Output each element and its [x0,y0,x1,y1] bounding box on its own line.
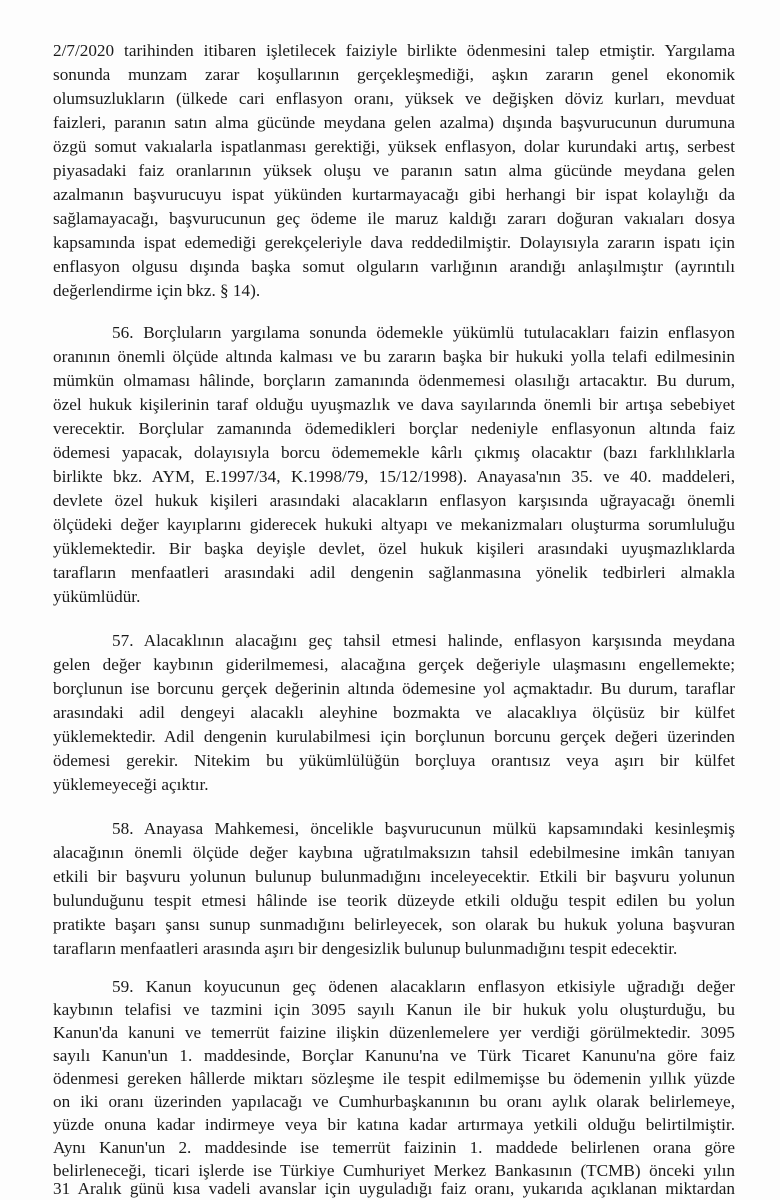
text-line: yüklemektedir. Bir başka deyişle devlet, özel hukuk kişileri arasındaki uyuşmazlıklarda [53,539,735,558]
text-line: devlete özel hukuk kişileri arasındaki alacakların enflasyon karşısında uğrayacağı önemli [53,491,735,510]
text-line: alacağının önemli ölçüde değer kaybına uğratılmaksızın tahsil edebilmesine imkân tanıyan [53,843,735,862]
text-line: on iki oranı üzerinden yapılacağı ve Cumhurbaşkanının bu oranı aylık olarak belirlemeye, [53,1092,735,1111]
text-line: enflasyon olgusu dışında başka somut olguların varlığının arandığı anlaşılmıştır (ayrıntılı [53,257,735,276]
text-line: özgü somut vakıalarla ispatlanması gerektiği, yüksek enflasyon, dolar kurundaki artış, serbest [53,137,735,156]
text-line: Aynı Kanun'un 2. maddesinde ise temerrüt faizinin 1. maddede belirlenen orana göre [53,1138,735,1157]
text-line: yükümlüdür. [53,587,141,606]
text-line: tarafların menfaatleri arasındaki adil dengenin sağlanmasına yönelik tedbirleri almakla [53,563,735,582]
text-line: sayılı Kanun'un 1. maddesinde, Borçlar Kanunu'na ve Türk Ticaret Kanunu'na göre faiz [53,1046,735,1065]
text-line: özel hukuk kişilerinin taraf olduğu uyuşmazlık ve dava sayılarında önemli bir artışa sebebiyet [53,395,735,414]
text-line: piyasadaki faiz oranlarının yüksek oluşu ve paranın satın alma gücünde meydana gelen [53,161,735,180]
text-line: sonunda munzam zarar koşullarının gerçekleşmediği, aşkın zararın genel ekonomik [53,65,735,84]
paragraph-first-line: 58. Anayasa Mahkemesi, öncelikle başvurucunun mülkü kapsamındaki kesinleşmiş [112,819,735,838]
text-line: borçlunun ise borcunu gerçek değerinin altında ödemesine yol açmaktadır. Bu durum, taraflar [53,679,735,698]
text-line: oranının önemli ölçüde altında kalması ve bu zararın başka bir hukuki yolla telafi edilmesinin [53,347,735,366]
paragraph-first-line: 57. Alacaklının alacağını geç tahsil etmesi halinde, enflasyon karşısında meydana [112,631,735,650]
text-line: yüklemeyeceği açıktır. [53,775,209,794]
text-line: belirleneceği, ticari işlerde ise Türkiye Cumhuriyet Merkez Bankasının (TCMB) önceki yılın [53,1161,735,1180]
text-line: değerlendirme için bkz. § 14). [53,281,261,300]
text-line: etkili bir başvuru yolunun bulunup bulunmadığını inceleyecektir. Etkili bir başvuru yolunun [53,867,735,886]
text-line: 31 Aralık günü kısa vadeli avanslar için uyguladığı faiz oranı, yukarıda açıklanan miktardan [53,1179,735,1198]
text-line: azalmanın başvurucuyu ispat yükünden kurtarmayacağı gibi herhangi bir ispat kolaylığı da [53,185,735,204]
text-line: ölçüdeki değer kayıplarını giderecek hukuki altyapı ve mekanizmaları oluşturma sorumluluğu [53,515,735,534]
paragraph-first-line: 56. Borçluların yargılama sonunda ödemekle yükümlü tutulacakları faizin enflasyon [112,323,735,342]
paragraph-first-line: 59. Kanun koyucunun geç ödenen alacakların enflasyon etkisiyle uğradığı değer [112,977,735,996]
text-line: ödenmesi gereken hâllerde miktarı sözleşme ile tespit edilmemişse bu ödemenin yıllık yüzde [53,1069,735,1088]
text-line: pratikte başarı şansı sunup sunmadığını belirleyecek, son olarak bu hukuk yoluna başvuran [53,915,735,934]
text-line: birlikte bkz. AYM, E.1997/34, K.1998/79, 15/12/1998). Anayasa'nın 35. ve 40. maddeleri, [53,467,735,486]
text-line: kaybının telafisi ve tazmini için 3095 sayılı Kanun ile bir hukuk yolu oluşturduğu, bu [53,1000,735,1019]
text-line: yüklemektedir. Adil dengenin kurulabilmesi için borçlunun borcunu gerçek değeri üzerinden [53,727,735,746]
text-line: sağlamayacağı, başvurucunun geç ödeme ile maruz kaldığı zararı doğuran vakıaları dosya [53,209,735,228]
text-line: Kanun'da kanuni ve temerrüt faizine ilişkin düzenlemelere yer verdiği görülmektedir. 3095 [53,1023,735,1042]
text-line: ödemesi gerekir. Nitekim bu yükümlülüğün borçluya orantısız veya aşırı bir külfet [53,751,735,770]
text-line: yüzde onuna kadar indirmeye veya bir katına kadar artırmaya yetkili olduğu belirtilmiştir. [53,1115,735,1134]
text-line: tarafların menfaatleri arasında aşırı bir dengesizlik bulunup bulunmadığını tespit edecektir. [53,939,678,958]
text-line: ödemesi yapacak, dolayısıyla borcu ödememekle kârlı çıkmış olacaktır (bazı farklılıklarla [53,443,735,462]
text-line: verecektir. Borçlular zamanında ödemedikleri borçlar nedeniyle enflasyonun altında faiz [53,419,735,438]
text-line: arasındaki adil dengeyi alacaklı aleyhine bozmakta ve alacaklıya ölçüsüz bir külfet [53,703,735,722]
text-line: olumsuzlukların (ülkede cari enflasyon oranı, yüksek ve değişken döviz kurları, mevduat [53,89,735,108]
text-line: gelen değer kaybının giderilmemesi, alacağına gerçek değeriyle ulaşmasını engellemekte; [53,655,735,674]
text-line: 2/7/2020 tarihinden itibaren işletilecek faiziyle birlikte ödenmesini talep etmiştir. Yargılama [53,41,735,60]
text-line: bulunduğunu tespit etmesi hâlinde ise teorik düzeyde etkili olduğu tespit edilen bu yolun [53,891,735,910]
text-line: kapsamında ispat edemediği gerekçeleriyle dava reddedilmiştir. Dolayısıyla zararın ispatı için [53,233,735,252]
text-line: mümkün olmaması hâlinde, borçların zamanında ödenmemesi olasılığı artacaktır. Bu durum, [53,371,735,390]
text-line: faizleri, paranın satın alma gücünde meydana gelen azalma) dışında başvurucunun durumuna [53,113,735,132]
